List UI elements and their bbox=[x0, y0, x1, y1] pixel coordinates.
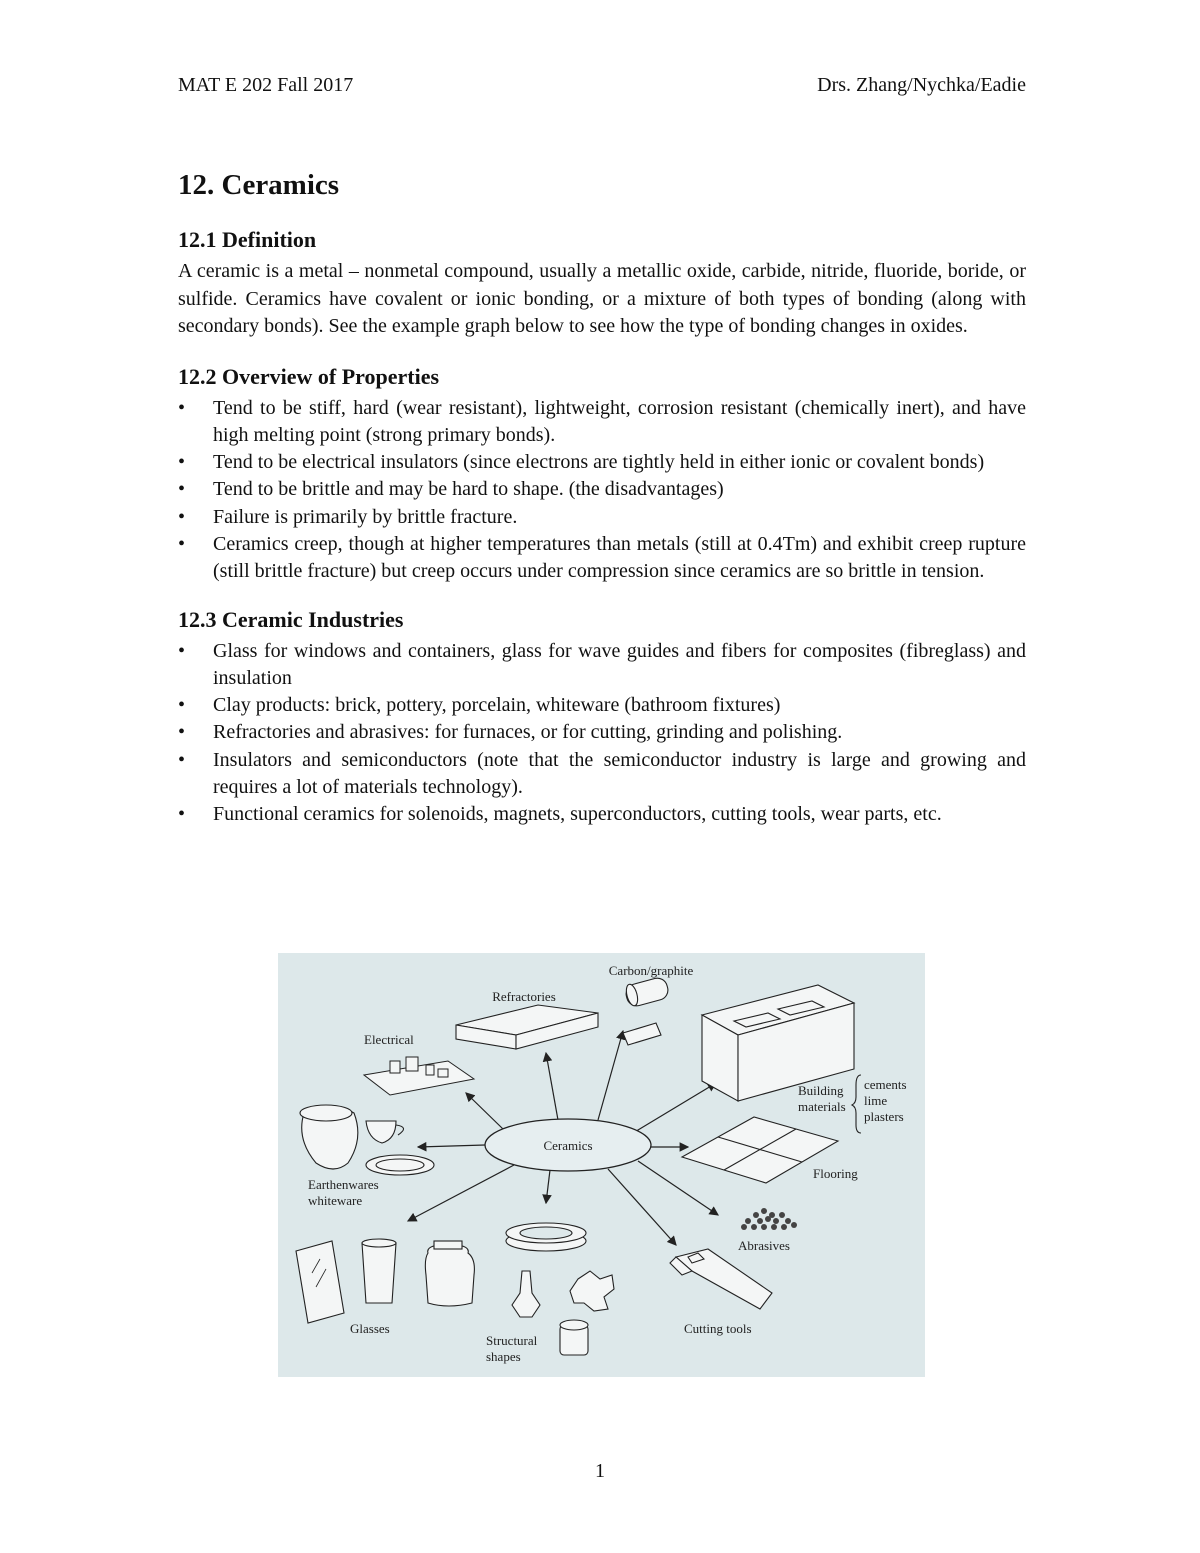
brace bbox=[852, 1075, 861, 1133]
label-structural-2: shapes bbox=[486, 1349, 521, 1364]
section-heading-definition: 12.1 Definition bbox=[178, 227, 317, 252]
electrical-icon bbox=[364, 1057, 474, 1095]
industries-list bbox=[178, 638, 1026, 829]
label-building-1: Building bbox=[798, 1083, 844, 1098]
list-item: • Insulators and semiconductors (note that the semiconductor industry is large and growing and requires a lot of materials technology). bbox=[178, 747, 1026, 802]
label-abrasives: Abrasives bbox=[738, 1238, 790, 1253]
main-content bbox=[178, 166, 1026, 849]
label-electrical: Electrical bbox=[364, 1032, 414, 1047]
ceramics-diagram bbox=[278, 953, 925, 1377]
glasses-icon bbox=[296, 1239, 474, 1323]
label-lime: lime bbox=[864, 1093, 888, 1108]
list-item: • Failure is primarily by brittle fracture. bbox=[178, 504, 1026, 531]
properties-list bbox=[178, 395, 1026, 586]
list-item: • Tend to be electrical insulators (since electrons are tightly held in either ionic or covalent bonds) bbox=[178, 449, 1026, 476]
list-item: • Ceramics creep, though at higher temperatures than metals (still at 0.4Tm) and exhibit creep rupture (still brittle fracture) but creep occurs under compression since ceramics are so brittle in tension. bbox=[178, 531, 1026, 586]
label-cutting-tools: Cutting tools bbox=[684, 1321, 752, 1336]
header-course: MAT E 202 Fall 2017 bbox=[178, 74, 354, 96]
chapter-title: 12. Ceramics bbox=[178, 169, 340, 201]
earthenware-icon bbox=[300, 1105, 434, 1175]
section-heading-industries: 12.3 Ceramic Industries bbox=[178, 606, 404, 632]
list-item: • Refractories and abrasives: for furnaces, or for cutting, grinding and polishing. bbox=[178, 719, 1026, 746]
label-building-2: materials bbox=[798, 1099, 846, 1114]
label-carbon: Carbon/graphite bbox=[608, 963, 694, 978]
label-earthenwares-2: whiteware bbox=[308, 1193, 363, 1208]
header-instructors: Drs. Zhang/Nychka/Eadie bbox=[817, 74, 1026, 96]
label-flooring: Flooring bbox=[813, 1166, 858, 1181]
carbon-graphite-icon bbox=[623, 976, 670, 1045]
refractories-icon bbox=[456, 1005, 598, 1049]
list-item: • Clay products: brick, pottery, porcelain, whiteware (bathroom fixtures) bbox=[178, 692, 1026, 719]
label-refractories: Refractories bbox=[492, 989, 556, 1004]
ceramics-applications-figure bbox=[278, 953, 925, 1377]
label-structural-1: Structural bbox=[486, 1333, 538, 1348]
center-label: Ceramics bbox=[543, 1138, 593, 1153]
abrasives-icon bbox=[741, 1208, 797, 1230]
cutting-tools-icon bbox=[670, 1249, 772, 1309]
label-plasters: plasters bbox=[864, 1109, 904, 1124]
list-item: • Tend to be stiff, hard (wear resistant), lightweight, corrosion resistant (chemically inert), and have high melting point (strong primary bonds). bbox=[178, 395, 1026, 450]
label-cements: cements bbox=[864, 1077, 907, 1092]
list-item: • Glass for windows and containers, glass for wave guides and fibers for composites (fibreglass) and insulation bbox=[178, 638, 1026, 693]
label-earthenwares-1: Earthenwares bbox=[308, 1177, 379, 1192]
page-number: 1 bbox=[595, 1460, 605, 1482]
section-heading-properties: 12.2 Overview of Properties bbox=[178, 363, 440, 389]
list-item: • Functional ceramics for solenoids, magnets, superconductors, cutting tools, wear parts, etc. bbox=[178, 801, 1026, 828]
label-glasses: Glasses bbox=[350, 1321, 390, 1336]
list-item: • Tend to be brittle and may be hard to shape. (the disadvantages) bbox=[178, 476, 1026, 503]
definition-paragraph: A ceramic is a metal – nonmetal compound, usually a metallic oxide, carbide, nitride, fluoride, boride, or sulfide. Ceramics have covalent or ionic bonding, or a mixture of both types of bonding (along with secondary bonds). See the example graph below to see how the type of bonding changes in oxides. bbox=[178, 260, 1026, 337]
